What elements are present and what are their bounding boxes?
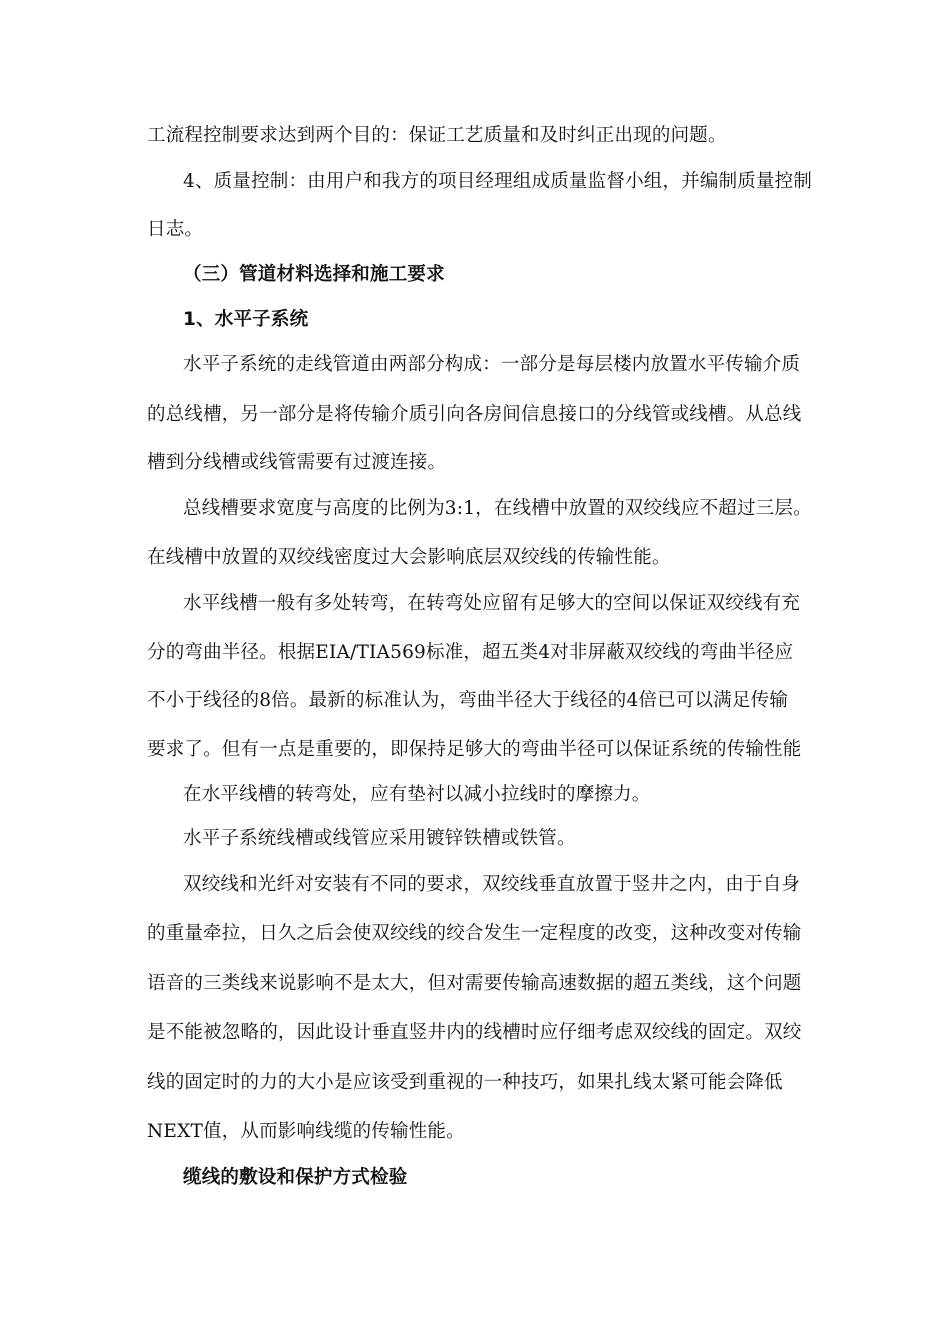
- section-heading: （三）管道材料选择和施工要求: [183, 264, 445, 285]
- body-text-line: 不小于线径的8倍。最新的标准认为，弯曲半径大于线径的4倍已可以满足传输: [147, 690, 789, 711]
- body-text-line: 的重量牵拉，日久之后会使双绞线的绞合发生一定程度的改变，这种改变对传输: [147, 923, 802, 944]
- body-text-line: 总线槽要求宽度与高度的比例为3:1，在线槽中放置的双绞线应不超过三层。: [183, 498, 812, 519]
- body-text-line: 是不能被忽略的，因此设计垂直竖井内的线槽时应仔细考虑双绞线的固定。双绞: [147, 1022, 802, 1043]
- body-text-line: 水平线槽一般有多处转弯，在转弯处应留有足够大的空间以保证双绞线有充: [183, 593, 801, 614]
- body-text-line: 工流程控制要求达到两个目的：保证工艺质量和及时纠正出现的问题。: [147, 125, 727, 146]
- body-text-line: 的总线槽，另一部分是将传输介质引向各房间信息接口的分线管或线槽。从总线: [147, 404, 802, 425]
- body-text-line: 日志。: [147, 219, 204, 240]
- body-text-line: 要求了。但有一点是重要的，即保持足够大的弯曲半径可以保证系统的传输性能: [147, 739, 802, 760]
- body-text-line: 槽到分线槽或线管需要有过渡连接。: [147, 452, 447, 473]
- body-text-line: 4、质量控制：由用户和我方的项目经理组成质量监督小组，并编制质量控制: [183, 171, 813, 192]
- body-text-line: 语音的三类线来说影响不是太大，但对需要传输高速数据的超五类线，这个问题: [147, 973, 802, 994]
- body-text-line: 分的弯曲半径。根据EIA/TIA569标准，超五类4对非屏蔽双绞线的弯曲半径应: [147, 642, 794, 663]
- body-text-line: 线的固定时的力的大小是应该受到重视的一种技巧，如果扎线太紧可能会降低: [147, 1072, 783, 1093]
- section-heading: 缆线的敷设和保护方式检验: [183, 1167, 408, 1188]
- body-text-line: NEXT值，从而影响线缆的传输性能。: [147, 1121, 465, 1142]
- body-text-line: 在水平线槽的转弯处，应有垫衬以减小拉线时的摩擦力。: [183, 784, 651, 805]
- subsection-heading: 1、水平子系统: [183, 309, 309, 330]
- body-text-line: 水平子系统的走线管道由两部分构成：一部分是每层楼内放置水平传输介质: [183, 354, 801, 375]
- body-text-line: 在线槽中放置的双绞线密度过大会影响底层双绞线的传输性能。: [147, 547, 671, 568]
- body-text-line: 双绞线和光纤对安装有不同的要求，双绞线垂直放置于竖井之内，由于自身: [183, 874, 801, 895]
- body-text-line: 水平子系统线槽或线管应采用镀锌铁槽或铁管。: [183, 828, 576, 849]
